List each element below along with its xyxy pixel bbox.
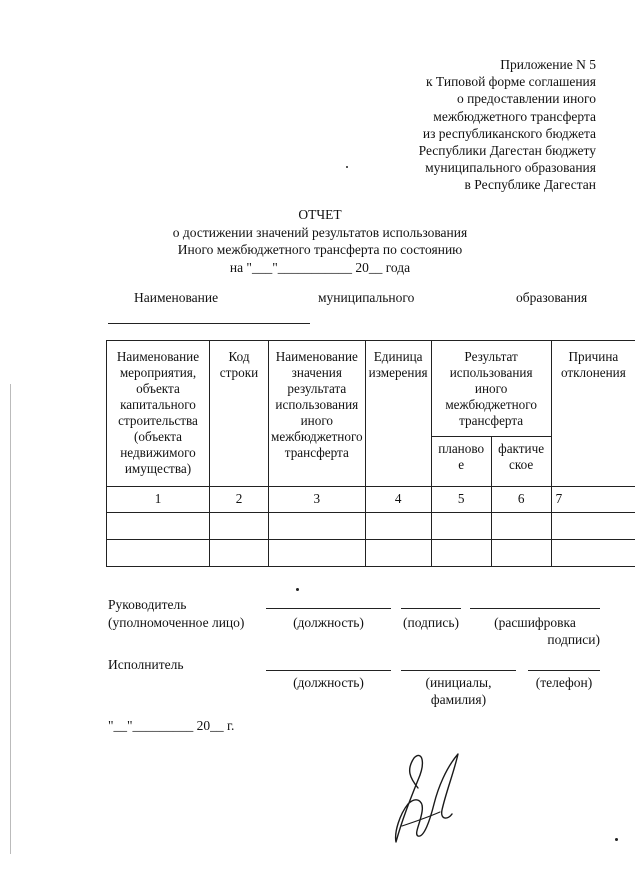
header-actual: фактиче ское <box>491 437 551 487</box>
header-row-code: Код строки <box>210 341 269 487</box>
executor-label: Исполнитель <box>108 657 184 672</box>
table-cell[interactable] <box>431 513 491 540</box>
header-result-name: Наименование значения результата использования иного межбюджетного трансферта <box>269 341 366 487</box>
table-cell[interactable] <box>269 513 366 540</box>
title-line: о достижении значений результатов использования <box>172 224 468 240</box>
table-cell[interactable] <box>551 513 635 540</box>
table-cell[interactable] <box>491 513 551 540</box>
table-cell[interactable] <box>210 540 269 567</box>
head-signature-caption: (подпись) <box>402 615 460 630</box>
municipality-label-word3: образования <box>516 290 588 305</box>
municipality-blank-line <box>108 323 310 324</box>
table-cell[interactable] <box>107 513 210 540</box>
exec-initials-line <box>401 670 516 671</box>
appendix-line: о предоставлении иного <box>456 91 596 107</box>
appendix-line: межбюджетного трансферта <box>433 108 596 124</box>
table-row <box>107 513 636 540</box>
report-date: "__"_________ 20__ г. <box>108 718 235 733</box>
table-row <box>107 540 636 567</box>
title-heading: ОТЧЕТ <box>298 207 342 222</box>
head-position-line <box>266 608 391 609</box>
appendix-line: Приложение N 5 <box>500 57 596 72</box>
header-unit: Единица измерения <box>365 341 431 487</box>
table-cell[interactable] <box>365 540 431 567</box>
exec-initials-caption: (инициалы, <box>425 675 492 690</box>
header-activity: Наименование мероприятия, объекта капитального строительства (объекта недвижимого имущества) <box>107 341 210 487</box>
appendix-line: в Республике Дагестан <box>464 177 596 193</box>
table-cell[interactable] <box>551 540 635 567</box>
head-position-caption: (должность) <box>293 615 364 630</box>
scan-speck <box>346 166 348 168</box>
appendix-line: из республиканского бюджета <box>422 125 596 141</box>
appendix-header <box>419 56 596 194</box>
appendix-line: муниципального образования <box>425 160 596 176</box>
column-number: 6 <box>491 487 551 513</box>
head-decode-caption: (расшифровка <box>494 615 576 630</box>
head-signature-line <box>401 608 461 609</box>
table-cell[interactable] <box>107 540 210 567</box>
scan-margin-line <box>10 384 11 854</box>
title-date-line: на "___"___________ 20__ года <box>229 259 411 275</box>
table-cell[interactable] <box>491 540 551 567</box>
column-number: 3 <box>269 487 366 513</box>
column-number: 2 <box>210 487 269 513</box>
column-number: 1 <box>107 487 210 513</box>
exec-position-line <box>266 670 391 671</box>
column-number: 7 <box>551 487 635 513</box>
municipality-label-word2: муниципального <box>318 290 415 305</box>
scan-speck <box>296 588 299 591</box>
exec-phone-caption: (телефон) <box>535 675 593 690</box>
title-line: Иного межбюджетного трансферта по состоянию <box>177 242 463 257</box>
exec-position-caption: (должность) <box>293 675 364 690</box>
head-label: Руководитель <box>108 597 187 612</box>
report-title <box>0 206 640 276</box>
municipality-label-word1: Наименование <box>134 290 219 305</box>
report-table <box>106 340 635 567</box>
table-cell[interactable] <box>431 540 491 567</box>
header-result-group: Результат использования иного межбюджетного трансферта <box>431 341 551 437</box>
column-number-row <box>107 487 636 513</box>
table-cell[interactable] <box>269 540 366 567</box>
exec-phone-line <box>528 670 600 671</box>
handwritten-signature <box>388 748 468 848</box>
table-cell[interactable] <box>210 513 269 540</box>
table-cell[interactable] <box>365 513 431 540</box>
column-number: 4 <box>365 487 431 513</box>
column-number: 5 <box>431 487 491 513</box>
header-planned: планово е <box>431 437 491 487</box>
head-decode-caption-2: подписи) <box>547 632 600 647</box>
scan-speck <box>615 838 618 841</box>
head-label-sub: (уполномоченное лицо) <box>108 615 245 630</box>
exec-initials-caption-2: фамилия) <box>430 692 487 707</box>
appendix-line: к Типовой форме соглашения <box>426 74 596 90</box>
appendix-line: Республики Дагестан бюджету <box>418 143 596 159</box>
header-deviation-reason: Причина отклонения <box>551 341 635 487</box>
head-decode-line <box>470 608 600 609</box>
